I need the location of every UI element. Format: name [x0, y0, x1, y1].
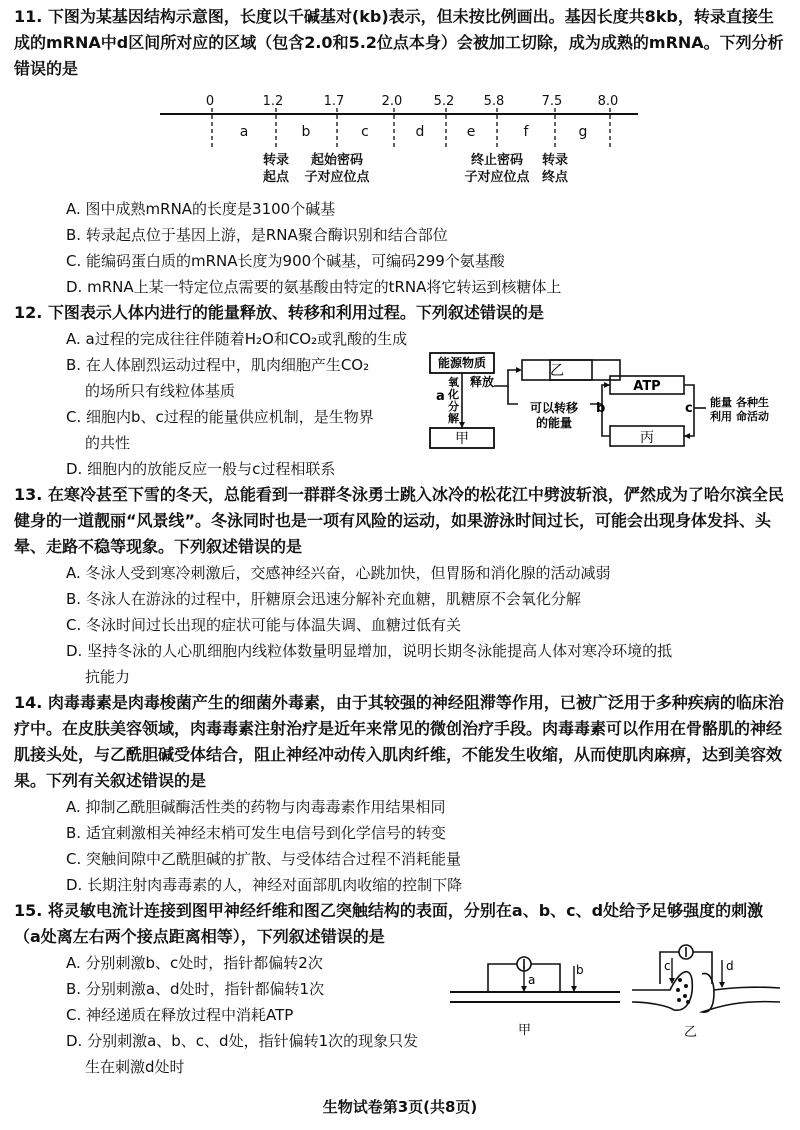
q11-option-c[interactable]: C. 能编码蛋白质的mRNA长度为900个碱基，可编码299个氨基酸 — [66, 252, 505, 270]
tick-5: 5.8 — [483, 94, 505, 109]
q11-option-b[interactable]: B. 转录起点位于基因上游，是RNA聚合酶识别和结合部位 — [66, 226, 448, 244]
region-a: a — [239, 124, 249, 140]
tick-1: 1.2 — [262, 94, 284, 109]
tick-0: 0 — [205, 94, 215, 109]
region-c: c — [361, 124, 369, 140]
region-b: b — [301, 124, 311, 140]
q15-option-d[interactable] — [66, 1028, 466, 1080]
anno-transcription-end-2: 终点 — [541, 170, 569, 185]
anno-stop-codon-1: 终止密码 — [470, 153, 524, 168]
question-12-stem: 12. 下图表示人体内进行的能量释放、转移和利用过程。下列叙述错误的是 — [14, 303, 544, 322]
region-e: e — [466, 124, 476, 140]
q15-option-d-line1: D. 分别刺激a、b、c、d处，指针偏转1次的现象只发 — [66, 1032, 419, 1050]
page-footer: 生物试卷第3页(共8页) — [322, 1098, 478, 1116]
q14-option-d[interactable]: D. 长期注射肉毒毒素的人，神经对面部肌肉收缩的控制下降 — [66, 876, 463, 894]
q12-option-c-line1: C. 细胞内b、c过程的能量供应机制，是生物界 — [66, 408, 374, 426]
region-f: f — [523, 124, 529, 140]
oxidation-4: 解 — [448, 412, 459, 425]
box-jia-label: 甲 — [455, 431, 469, 447]
box-atp-label: ATP — [633, 379, 661, 394]
tick-2: 1.7 — [323, 94, 345, 109]
q13-option-a[interactable]: A. 冬泳人受到寒冷刺激后，交感神经兴奋，心跳加快，但胃肠和消化腺的活动减弱 — [66, 564, 611, 582]
transferable-2: 的能量 — [535, 416, 573, 430]
gene-annotations — [263, 152, 569, 185]
q13-option-b[interactable]: B. 冬泳人在游泳的过程中，肝糖原会迅速分解补充血糖，肌糖原不会氧化分解 — [66, 590, 581, 608]
anno-transcription-start-1: 转录 — [262, 153, 290, 168]
q11-option-a[interactable]: A. 图中成熟mRNA的长度是3100个碱基 — [66, 200, 336, 218]
region-d: d — [415, 124, 425, 140]
q12-option-b-line1: B. 在人体剧烈运动过程中，肌肉细胞产生CO₂ — [66, 356, 370, 374]
q13-option-d[interactable] — [66, 638, 778, 690]
q14-option-a[interactable]: A. 抑制乙酰胆碱酶活性类的药物与肉毒毒素作用结果相同 — [66, 798, 446, 816]
life-activity-2: 命活动 — [736, 410, 769, 423]
q12-option-b[interactable] — [66, 352, 426, 404]
q13-option-d-line1: D. 坚持冬泳的人心肌细胞内线粒体数量明显增加，说明长期冬泳能提高人体对寒冷环境的抵 — [66, 642, 673, 660]
gene-structure-diagram — [160, 92, 640, 188]
fig-label-a: a — [528, 973, 536, 987]
q12-option-d[interactable]: D. 细胞内的放能反应一般与c过程相联系 — [66, 460, 336, 478]
q14-option-c[interactable]: C. 突触间隙中乙酰胆碱的扩散、与受体结合过程不消耗能量 — [66, 850, 462, 868]
fig-label-b: b — [576, 963, 584, 977]
label-c: c — [685, 401, 693, 416]
tick-6: 7.5 — [541, 94, 563, 109]
anno-start-codon-1: 起始密码 — [310, 153, 364, 168]
fig-label-c: c — [664, 959, 671, 973]
oxidation-2: 化 — [448, 388, 459, 401]
oxidation-3: 分 — [448, 400, 459, 413]
tick-7: 8.0 — [597, 94, 619, 109]
q12-option-b-line2: 的场所只有线粒体基质 — [85, 382, 236, 400]
q12-option-a[interactable]: A. a过程的完成往往伴随着H₂O和CO₂或乳酸的生成 — [66, 330, 408, 348]
energy-use-2: 利用 — [710, 410, 732, 423]
q11-option-d[interactable]: D. mRNA上某一特定位点需要的氨基酸由特定的tRNA将它转运到核糖体上 — [66, 278, 562, 296]
q15-option-b[interactable]: B. 分别刺激a、d处时，指针都偏转1次 — [66, 980, 325, 998]
gene-ticks — [206, 94, 618, 109]
energy-flow-diagram-body — [426, 350, 776, 450]
q13-option-d-line2: 抗能力 — [85, 668, 131, 686]
energy-use-1: 能量 — [710, 396, 732, 409]
box-bing-label: 丙 — [640, 430, 654, 446]
anno-transcription-start-2: 起点 — [262, 170, 290, 185]
oxidation-1: 氧 — [448, 376, 459, 389]
q12-option-c-line2: 的共性 — [85, 434, 131, 452]
label-b: b — [596, 401, 606, 416]
region-g: g — [578, 124, 588, 140]
life-activity-1: 各种生 — [736, 396, 769, 409]
fig-label-d: d — [726, 959, 734, 973]
question-11-stem: 11. 下图为某基因结构示意图，长度以千碱基对(kb)表示，但未按比例画出。基因长度共8kb，转录直接生成的mRNA中d区间所对应的区域（包含2.0和5.2位点本身）会被加工切除，成为成熟的mRNA。下列分析错误的是 — [14, 7, 784, 78]
nerve-fiber-figure-jia — [448, 950, 623, 1040]
energy-source-label: 能源物质 — [437, 356, 487, 370]
tick-3: 2.0 — [381, 94, 403, 109]
question-15-stem: 15. 将灵敏电流计连接到图甲神经纤维和图乙突触结构的表面，分别在a、b、c、d处给予足够强度的刺激（a处离左右两个接点距离相等），下列叙述错误的是 — [14, 901, 764, 946]
fig-label-jia: 甲 — [518, 1023, 532, 1038]
q12-option-c[interactable] — [66, 404, 426, 456]
transferable-1: 可以转移 — [529, 401, 579, 415]
q15-option-d-line2: 生在刺激d处时 — [85, 1058, 185, 1076]
label-a: a — [436, 389, 445, 404]
q13-option-c[interactable]: C. 冬泳时间过长出现的症状可能与体温失调、血糖过低有关 — [66, 616, 462, 634]
gene-regions — [240, 124, 588, 140]
question-13-stem: 13. 在寒冷甚至下雪的冬天，总能看到一群群冬泳勇士跳入冰冷的松花江中劈波斩浪，俨然成为了哈尔滨全民健身的一道靓丽“风景线”。冬泳同时也是一项有风险的运动，如果游泳时间过长，可能会出现身体发抖、头晕、走路不稳等现象。下列叙述错误的是 — [14, 485, 784, 556]
q15-option-a[interactable]: A. 分别刺激b、c处时，指针都偏转2次 — [66, 954, 323, 972]
tick-4: 5.2 — [433, 94, 455, 109]
synapse-figure-yi — [630, 940, 790, 1040]
question-14-stem: 14. 肉毒毒素是肉毒梭菌产生的细菌外毒素，由于其较强的神经阻滞等作用，已被广泛用于多种疾病的临床治疗中。在皮肤美容领域，肉毒毒素注射治疗是近年来常见的微创治疗手段。肉毒毒素可以作用在骨骼肌的神经肌接头处，与乙酰胆碱受体结合，阻止神经冲动传入肌肉纤维，不能发生收缩，从而使肌肉麻痹，达到美容效果。下列有关叙述错误的是 — [14, 693, 784, 790]
anno-start-codon-2: 子对应位点 — [304, 170, 370, 185]
fig-label-yi: 乙 — [684, 1025, 698, 1040]
q15-option-c[interactable]: C. 神经递质在释放过程中消耗ATP — [66, 1006, 294, 1024]
anno-transcription-end-1: 转录 — [541, 153, 569, 168]
release-label: 释放 — [470, 375, 495, 389]
q14-option-b[interactable]: B. 适宜刺激相关神经末梢可发生电信号到化学信号的转变 — [66, 824, 446, 842]
box-yi-label: 乙 — [550, 363, 564, 379]
anno-stop-codon-2: 子对应位点 — [464, 170, 530, 185]
